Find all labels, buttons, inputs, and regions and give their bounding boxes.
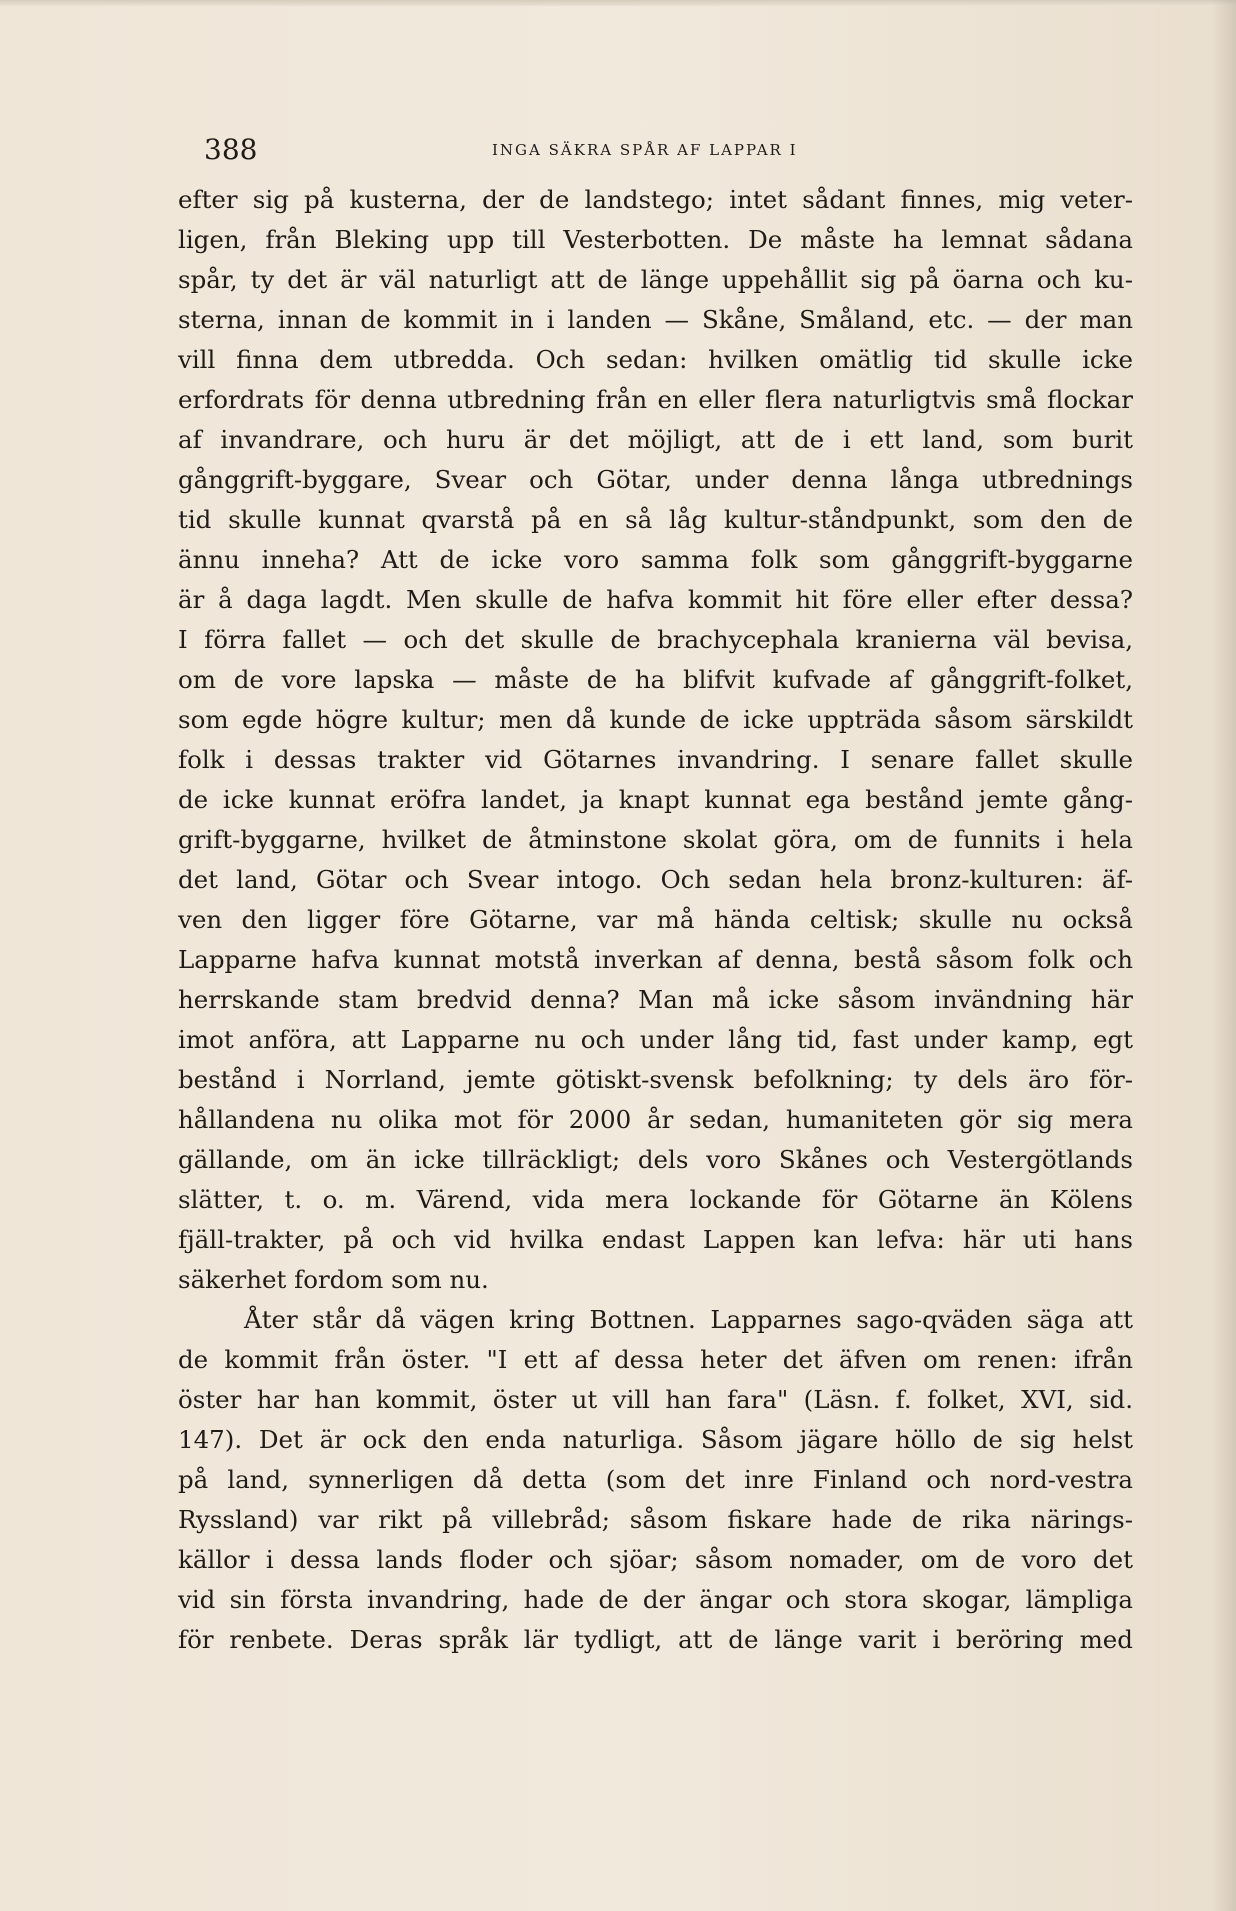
text-line: är å daga lagdt. Men skulle de hafva kommit hit före eller efter dessa? (178, 585, 1133, 614)
text-line: det land, Götar och Svear intogo. Och sedan hela bronz-kulturen: äf- (178, 865, 1133, 894)
text-line: som egde högre kultur; men då kunde de icke uppträda såsom särskildt (178, 705, 1133, 734)
text-line: af invandrare, och huru är det möjligt, att de i ett land, som burit (178, 425, 1133, 454)
text-line: Lapparne hafva kunnat motstå inverkan af denna, bestå såsom folk och (178, 945, 1133, 974)
text-line: imot anföra, att Lapparne nu och under lång tid, fast under kamp, egt (178, 1025, 1133, 1054)
text-line: de kommit från öster. "I ett af dessa heter det äfven om renen: ifrån (178, 1345, 1133, 1374)
text-line: vid sin första invandring, hade de der ängar och stora skogar, lämpliga (178, 1585, 1133, 1614)
page-number: 388 (204, 133, 258, 166)
text-line: hållandena nu olika mot för 2000 år sedan, humaniteten gör sig mera (178, 1105, 1133, 1134)
page-top-border (0, 0, 1236, 6)
text-line: ännu inneha? Att de icke voro samma folk som gånggrift-byggarne (178, 545, 1133, 574)
text-line: för renbete. Deras språk lär tydligt, att de länge varit i beröring med (178, 1625, 1133, 1654)
text-line: erfordrats för denna utbredning från en eller flera naturligtvis små flockar (178, 385, 1133, 414)
text-line: bestånd i Norrland, jemte götiskt-svensk befolkning; ty dels äro för- (178, 1065, 1133, 1094)
body-text (178, 180, 1133, 1660)
text-line: vill finna dem utbredda. Och sedan: hvilken omätlig tid skulle icke (178, 345, 1133, 374)
text-line: gällande, om än icke tillräckligt; dels voro Skånes och Vestergötlands (178, 1145, 1133, 1174)
text-line: på land, synnerligen då detta (som det inre Finland och nord-vestra (178, 1465, 1133, 1494)
text-line: de icke kunnat eröfra landet, ja knapt kunnat ega bestånd jemte gång- (178, 785, 1133, 814)
page-right-edge-shadow (1212, 0, 1236, 1911)
text-line: slätter, t. o. m. Värend, vida mera lockande för Götarne än Kölens (178, 1185, 1133, 1214)
text-line: Ryssland) var rikt på villebråd; såsom fiskare hade de rika närings- (178, 1505, 1133, 1534)
text-line: om de vore lapska — måste de ha blifvit kufvade af gånggrift-folket, (178, 665, 1133, 694)
text-line: I förra fallet — och det skulle de brachycephala kranierna väl bevisa, (178, 625, 1133, 654)
text-line: Åter står då vägen kring Bottnen. Lapparnes sago-qväden säga att (244, 1305, 1133, 1334)
running-title: INGA SÄKRA SPÅR AF LAPPAR I (492, 141, 798, 159)
text-line: fjäll-trakter, på och vid hvilka endast Lappen kan lefva: här uti hans (178, 1225, 1133, 1254)
text-line: gånggrift-byggare, Svear och Götar, under denna långa utbrednings (178, 465, 1133, 494)
page-header (204, 130, 1138, 170)
text-line: grift-byggarne, hvilket de åtminstone skolat göra, om de funnits i hela (178, 825, 1133, 854)
text-line: 147). Det är ock den enda naturliga. Såsom jägare höllo de sig helst (178, 1425, 1133, 1454)
text-line: sterna, innan de kommit in i landen — Skåne, Småland, etc. — der man (178, 305, 1133, 334)
text-line: ligen, från Bleking upp till Vesterbotten. De måste ha lemnat sådana (178, 225, 1133, 254)
text-line: efter sig på kusterna, der de landstego; intet sådant finnes, mig veter- (178, 185, 1133, 214)
text-line: ven den ligger före Götarne, var må hända celtisk; skulle nu också (178, 905, 1133, 934)
text-line: öster har han kommit, öster ut vill han fara" (Läsn. f. folket, XVI, sid. (178, 1385, 1133, 1414)
text-line: herrskande stam bredvid denna? Man må icke såsom invändning här (178, 985, 1133, 1014)
text-line: tid skulle kunnat qvarstå på en så låg kultur-ståndpunkt, som den de (178, 505, 1133, 534)
text-line: källor i dessa lands floder och sjöar; såsom nomader, om de voro det (178, 1545, 1133, 1574)
text-line: spår, ty det är väl naturligt att de länge uppehållit sig på öarna och ku- (178, 265, 1133, 294)
text-line: säkerhet fordom som nu. (178, 1265, 489, 1294)
text-line: folk i dessas trakter vid Götarnes invandring. I senare fallet skulle (178, 745, 1133, 774)
